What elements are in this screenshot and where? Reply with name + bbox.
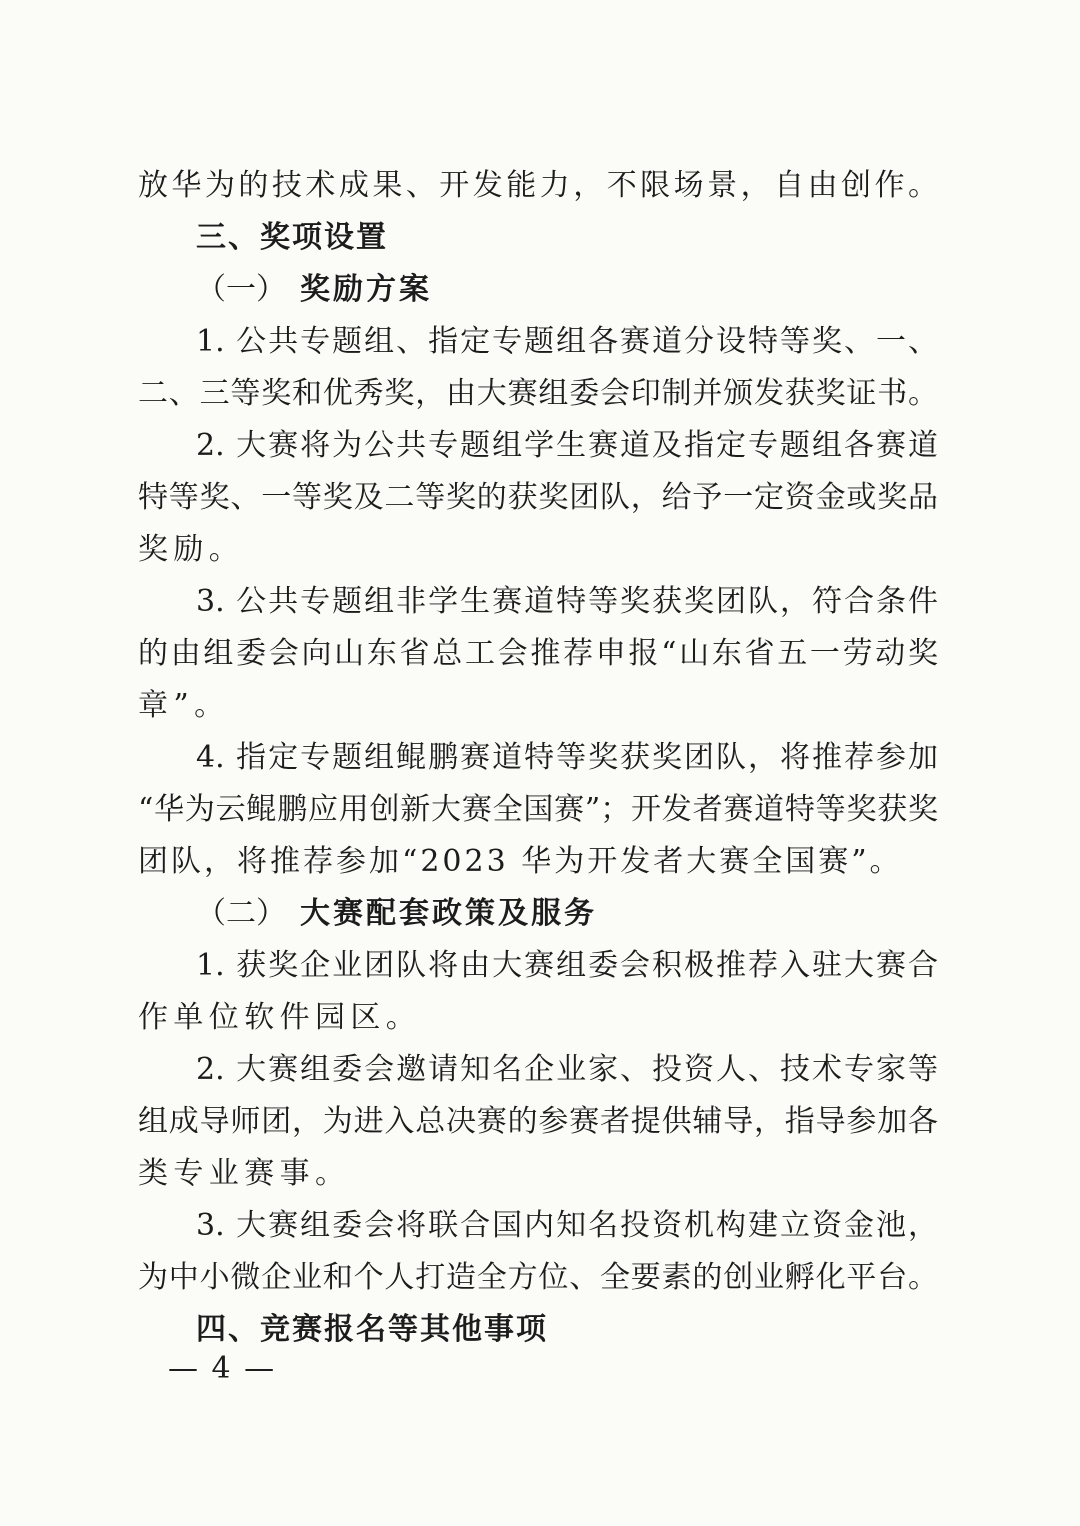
paragraph-line: 组成导师团，为进入总决赛的参赛者提供辅导，指导参加各 bbox=[138, 1104, 938, 1139]
paragraph-line: 特等奖、一等奖及二等奖的获奖团队，给予一定资金或奖品 bbox=[138, 480, 938, 515]
paragraph-line: 奖励。 bbox=[138, 532, 245, 567]
paragraph-line: 2. 大赛将为公共专题组学生赛道及指定专题组各赛道 bbox=[196, 428, 938, 463]
paragraph-line: 3. 大赛组委会将联合国内知名投资机构建立资金池， bbox=[196, 1208, 938, 1243]
subsection-heading-reward-plan bbox=[196, 270, 938, 310]
paragraph-line: 为中小微企业和个人打造全方位、全要素的创业孵化平台。 bbox=[138, 1260, 938, 1295]
paragraph-line: 的由组委会向山东省总工会推荐申报“山东省五一劳动奖 bbox=[138, 636, 938, 671]
subsection-number: （二） bbox=[196, 896, 286, 931]
paragraph-line: 2. 大赛组委会邀请知名企业家、投资人、技术专家等 bbox=[196, 1052, 938, 1087]
paragraph-line: 章”。 bbox=[138, 688, 230, 723]
paragraph-continuation: 放华为的技术成果、开发能力，不限场景，自由创作。 bbox=[138, 168, 938, 203]
paragraph-line: 3. 公共专题组非学生赛道特等奖获奖团队，符合条件 bbox=[196, 584, 938, 619]
paragraph-line: 1. 公共专题组、指定专题组各赛道分设特等奖、一、 bbox=[196, 324, 938, 359]
paragraph-line: 作单位软件园区。 bbox=[138, 1000, 422, 1035]
paragraph-line: 类专业赛事。 bbox=[138, 1156, 351, 1191]
subsection-title: 大赛配套政策及服务 bbox=[300, 896, 597, 931]
paragraph-line: “华为云鲲鹏应用创新大赛全国赛”；开发者赛道特等奖获奖 bbox=[138, 792, 938, 827]
subsection-title: 奖励方案 bbox=[300, 272, 432, 307]
subsection-number: （一） bbox=[196, 272, 286, 307]
paragraph-line: 二、三等奖和优秀奖，由大赛组委会印制并颁发获奖证书。 bbox=[138, 376, 938, 411]
paragraph-line: 4. 指定专题组鲲鹏赛道特等奖获奖团队，将推荐参加 bbox=[196, 740, 938, 775]
paragraph-line: 团队，将推荐参加“2023 华为开发者大赛全国赛”。 bbox=[138, 844, 903, 879]
section-heading-registration: 四、竞赛报名等其他事项 bbox=[196, 1312, 548, 1347]
page-number: — 4 — bbox=[168, 1351, 277, 1386]
section-heading-awards: 三、奖项设置 bbox=[196, 220, 388, 255]
subsection-heading-policies bbox=[196, 894, 938, 934]
paragraph-line: 1. 获奖企业团队将由大赛组委会积极推荐入驻大赛合 bbox=[196, 948, 938, 983]
